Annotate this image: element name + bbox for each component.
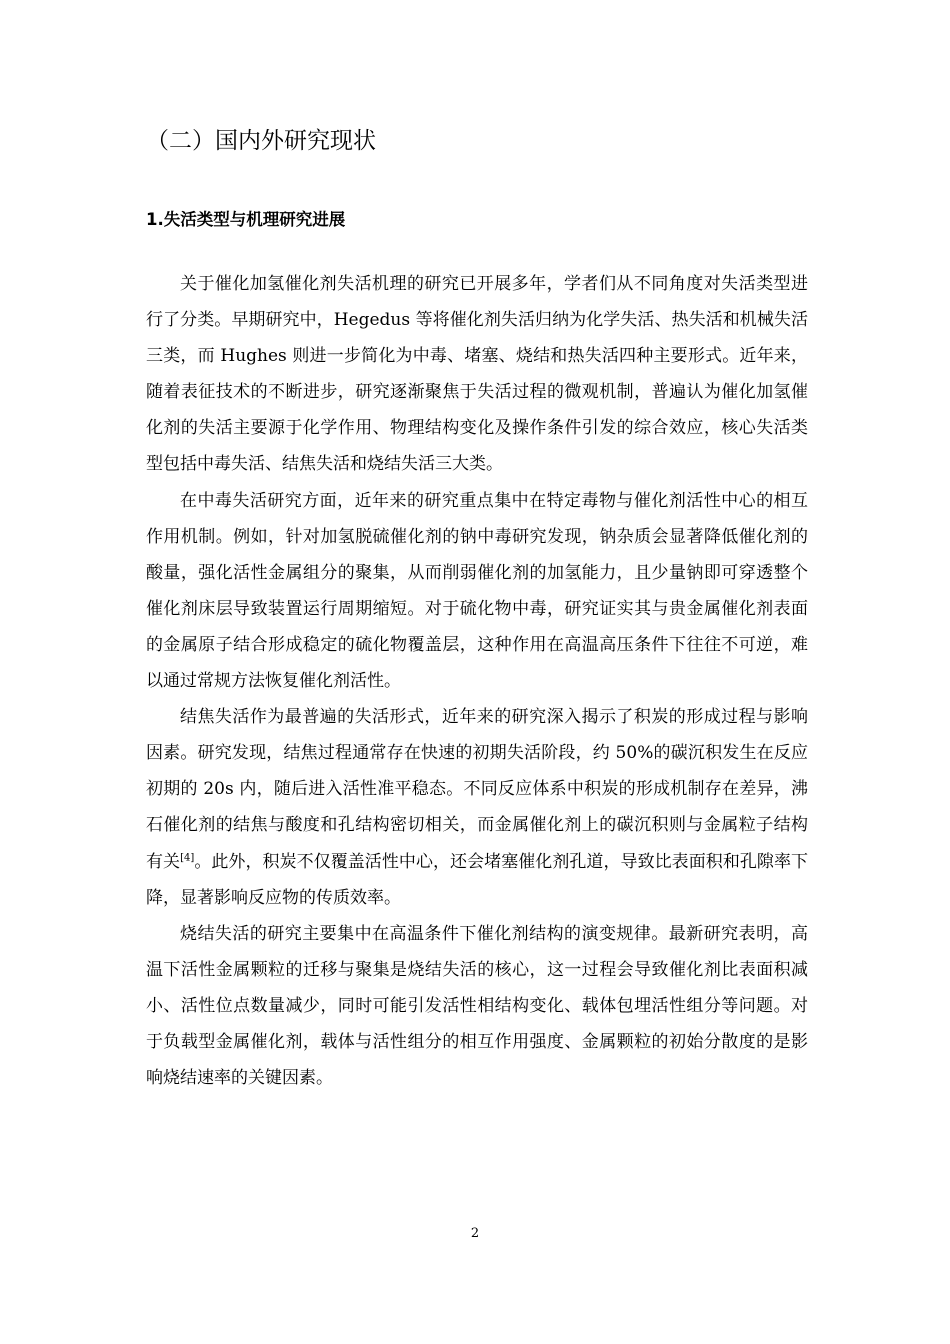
body-text bbox=[146, 266, 808, 1096]
paragraph-coking bbox=[146, 699, 808, 916]
subsection-title: 1.失活类型与机理研究进展 bbox=[146, 210, 346, 229]
citation-reference[interactable]: [4] bbox=[180, 851, 195, 863]
section-title: （二）国内外研究现状 bbox=[146, 128, 376, 154]
page-number: 2 bbox=[470, 1226, 480, 1241]
paragraph-poisoning: 在中毒失活研究方面，近年来的研究重点集中在特定毒物与催化剂活性中心的相互作用机制。例如，针对加氢脱硫催化剂的钠中毒研究发现，钠杂质会显著降低催化剂的酸量，强化活性金属组分的聚集，从而削弱催化剂的加氢能力，且少量钠即可穿透整个催化剂床层导致装置运行周期缩短。对于硫化物中毒，研究证实其与贵金属催化剂表面的金属原子结合形成稳定的硫化物覆盖层，这种作用在高温高压条件下往往不可逆，难以通过常规方法恢复催化剂活性。 bbox=[146, 490, 808, 692]
paragraph-coking-text-after: 。此外，积炭不仅覆盖活性中心，还会堵塞催化剂孔道，导致比表面积和孔隙率下降，显著影响反应物的传质效率。 bbox=[146, 851, 809, 908]
paragraph-classification: 关于催化加氢催化剂失活机理的研究已开展多年，学者们从不同角度对失活类型进行了分类。早期研究中，Hegedus 等将催化剂失活归纳为化学失活、热失活和机械失活三类，而 Hughes 则进一步简化为中毒、堵塞、烧结和热失活四种主要形式。近年来，随着表征技术的不断进步，研究逐渐聚焦于失活过程的微观机制，普遍认为催化加氢催化剂的失活主要源于化学作用、物理结构变化及操作条件引发的综合效应，核心失活类型包括中毒失活、结焦失活和烧结失活三大类。 bbox=[146, 274, 808, 475]
paragraph-coking-text-before: 结焦失活作为最普遍的失活形式，近年来的研究深入揭示了积炭的形成过程与影响因素。研究发现，结焦过程通常存在快速的初期失活阶段，约 50%的碳沉积发生在反应初期的 20s 内，随后进入活性准平稳态。不同反应体系中积炭的形成机制存在差异，沸石催化剂的结焦与酸度和孔结构密切相关，而金属催化剂上的碳沉积则与金属粒子结构有关 bbox=[146, 707, 808, 872]
paragraph-sintering: 烧结失活的研究主要集中在高温条件下催化剂结构的演变规律。最新研究表明，高温下活性金属颗粒的迁移与聚集是烧结失活的核心，这一过程会导致催化剂比表面积减小、活性位点数量减少，同时可能引发活性相结构变化、载体包埋活性组分等问题。对于负载型金属催化剂，载体与活性组分的相互作用强度、金属颗粒的初始分散度的是影响烧结速率的关键因素。 bbox=[146, 923, 808, 1089]
